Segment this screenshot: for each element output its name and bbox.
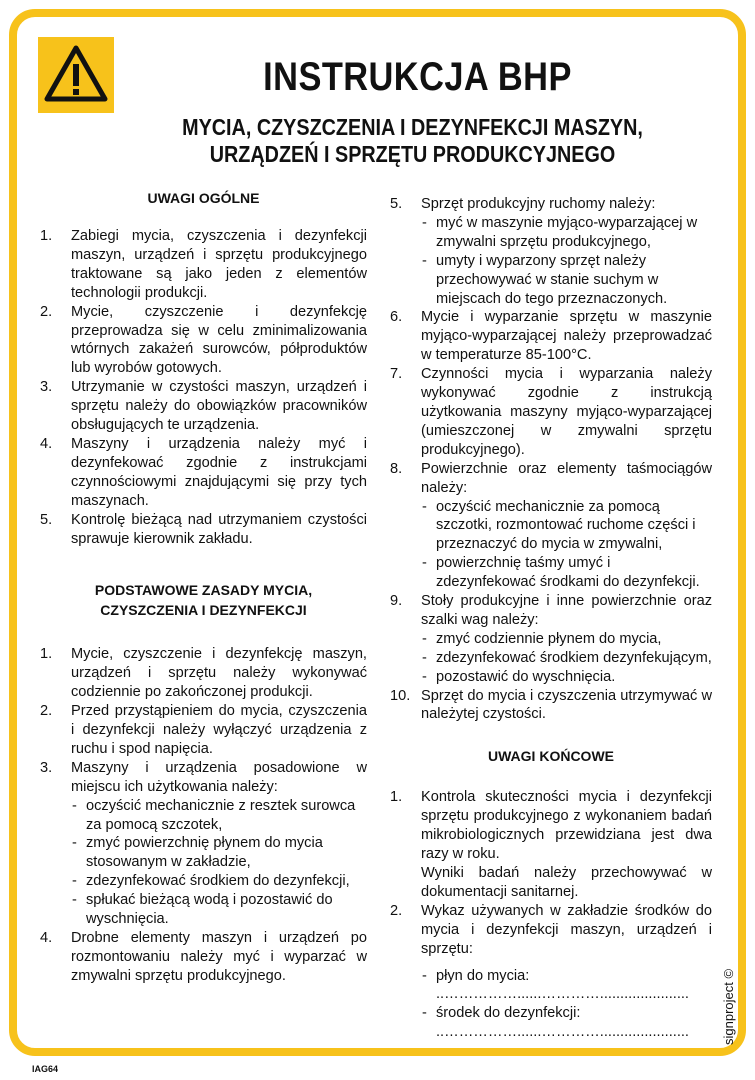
sub-list [421, 630, 712, 687]
page-title: INSTRUKCJA BHP [263, 55, 572, 99]
list-item: 3. Utrzymanie w czystości maszyn, urządzeń i sprzętu należy do obowiązków pracowników obsługujących te urządzenia. [40, 379, 367, 434]
product-code: IAG64 [32, 1064, 59, 1074]
list-item: 10. Sprzęt do mycia i czyszczenia utrzymywać w należytej czystości. [390, 687, 712, 723]
section-heading-final: UWAGI KOŃCOWE [488, 748, 614, 765]
list-item: 2. Mycie, czyszczenie i dezynfekcję przeprowadza się w celu zminimalizowania wtórnych zakażeń surowców, półproduktów lub wyrobów gotowych. [40, 303, 367, 377]
list-item: 2. Wykaz używanych w zakładzie środków do mycia i dezynfekcji maszyn, urządzeń i sprzętu: - płyn do mycia: ..……………......…………...................... - środek do dezynfekcji: ..……………......…………...................... [390, 902, 712, 1042]
sub-list-item: - myć w maszynie myjąco-wyparzającej w zmywalni sprzętu produkcyjnego, [421, 214, 712, 252]
list-item: 6. Mycie i wyparzanie sprzętu w maszynie myjąco-wyparzającej należy przeprowadzać w temperaturze 85-100°C. [390, 309, 712, 364]
sub-list-item: - powierzchnię taśmy umyć i zdezynfekować środkami do dezynfekcji. [421, 554, 712, 592]
basic-list [40, 645, 367, 985]
fill-line: ..……………......…………...................... [436, 986, 689, 1003]
right-column [390, 195, 712, 1042]
sub-list-item: - zmyć codziennie płynem do mycia, [421, 630, 712, 649]
fill-line: ..……………......…………...................... [436, 1024, 689, 1041]
sub-list [421, 967, 712, 1043]
sub-list-item: - oczyścić mechanicznie z resztek surowca za pomocą szczotek, [71, 797, 367, 835]
list-item: 1. Kontrola skuteczności mycia i dezynfekcji sprzętu produkcyjnego z wykonaniem badań mikrobiologicznych przewidziana jest dwa razy w roku. Wyniki badań należy przechowywać w dokumentacji sanitarnej. [390, 789, 712, 900]
page-subtitle: MYCIA, CZYSZCZENIA I DEZYNFEKCJI MASZYN, URZĄDZEŃ I SPRZĘTU PRODUKCYJNEGO [182, 114, 643, 167]
basic-list-continued [390, 195, 712, 724]
list-item: 9. Stoły produkcyjne i inne powierzchnie oraz szalki wag należy: - zmyć codziennie płynem do mycia, - zdezynfekować środkiem dezynfekującym, - pozostawić do wyschnięcia. [390, 592, 712, 687]
sub-list [71, 797, 367, 929]
brand-mark: signproject © [721, 968, 736, 1045]
sub-list-item: - zdezynfekować środkiem dezynfekującym, [421, 649, 712, 668]
list-item: 5. Kontrolę bieżącą nad utrzymaniem czystości sprawuje kierownik zakładu. [40, 511, 367, 547]
sub-list-item: - oczyścić mechanicznie za pomocą szczotki, rozmontować ruchome części i przeznaczyć do mycia w zmywalni, [421, 498, 712, 555]
list-item: 3. Maszyny i urządzenia posadowione w miejscu ich użytkowania należy: - oczyścić mechanicznie z resztek surowca za pomocą szczotek, - zmyć powierzchnię płynem do mycia stosowanym w zakładzie, - zdezynfekować środkiem do dezynfekcji, - spłukać bieżącą wodą i pozostawić do wyschnięcia. [40, 759, 367, 929]
list-item: 7. Czynności mycia i wyparzania należy wykonywać zgodnie z instrukcją użytkowania maszyny myjąco-wyparzającej (umieszczonej w zmywalni sprzętu produkcyjnego). [390, 366, 712, 458]
fill-field-cleaning: - płyn do mycia: ..……………......…………...................... [421, 967, 712, 1005]
list-item: 2. Przed przystąpieniem do mycia, czyszczenia i dezynfekcji należy wyłączyć urządzenia z ruchu i spod napięcia. [40, 703, 367, 757]
left-column [40, 188, 367, 986]
sub-list-item: - zdezynfekować środkiem do dezynfekcji, [71, 872, 367, 891]
warning-triangle-icon [38, 37, 114, 113]
list-item: 1. Mycie, czyszczenie i dezynfekcję maszyn, urządzeń i sprzętu należy wykonywać codziennie po zakończonej produkcji. [40, 646, 367, 701]
section-heading-basic: PODSTAWOWE ZASADY MYCIA, CZYSZCZENIA I DEZYNFEKCJI [94, 582, 313, 619]
fill-field-disinfectant: - środek do dezynfekcji: ..……………......…………...................... [421, 1004, 712, 1042]
sub-list-item: - spłukać bieżącą wodą i pozostawić do wyschnięcia. [71, 891, 367, 929]
list-item: 4. Maszyny i urządzenia należy myć i dezynfekować zgodnie z instrukcjami czynnościowymi znajdującymi się przy tych maszynach. [40, 435, 367, 509]
list-item: 1. Zabiegi mycia, czyszczenia i dezynfekcji maszyn, urządzeń i sprzętu produkcyjnego traktowane są jako jeden z elementów technologii produkcji. [40, 228, 367, 301]
sub-list [421, 498, 712, 593]
list-item: 8. Powierzchnie oraz elementy taśmociągów należy: - oczyścić mechanicznie za pomocą szczotki, rozmontować ruchome części i przeznaczyć do mycia w zmywalni, - powierzchnię taśmy umyć i zdezynfekować środkami do dezynfekcji. [390, 460, 712, 592]
final-list [390, 788, 712, 1042]
list-item: 5. Sprzęt produkcyjny ruchomy należy: - myć w maszynie myjąco-wyparzającej w zmywalni sprzętu produkcyjnego, - umyty i wyparzony sprzęt należy przechowywać w stanie suchym w miejscach do tego przeznaczonych. [390, 195, 712, 308]
sub-list-item: - umyty i wyparzony sprzęt należy przechowywać w stanie suchym w miejscach do tego przeznaczonych. [421, 252, 712, 309]
sub-list-item: - pozostawić do wyschnięcia. [421, 668, 712, 687]
list-item: 4. Drobne elementy maszyn i urządzeń po rozmontowaniu należy myć i wyparzać w zmywalni sprzętu produkcyjnego. [40, 930, 367, 984]
sub-list-item: - zmyć powierzchnię płynem do mycia stosowanym w zakładzie, [71, 834, 367, 872]
general-list [40, 227, 367, 548]
section-heading-general: UWAGI OGÓLNE [147, 190, 260, 206]
sub-list [421, 214, 712, 309]
